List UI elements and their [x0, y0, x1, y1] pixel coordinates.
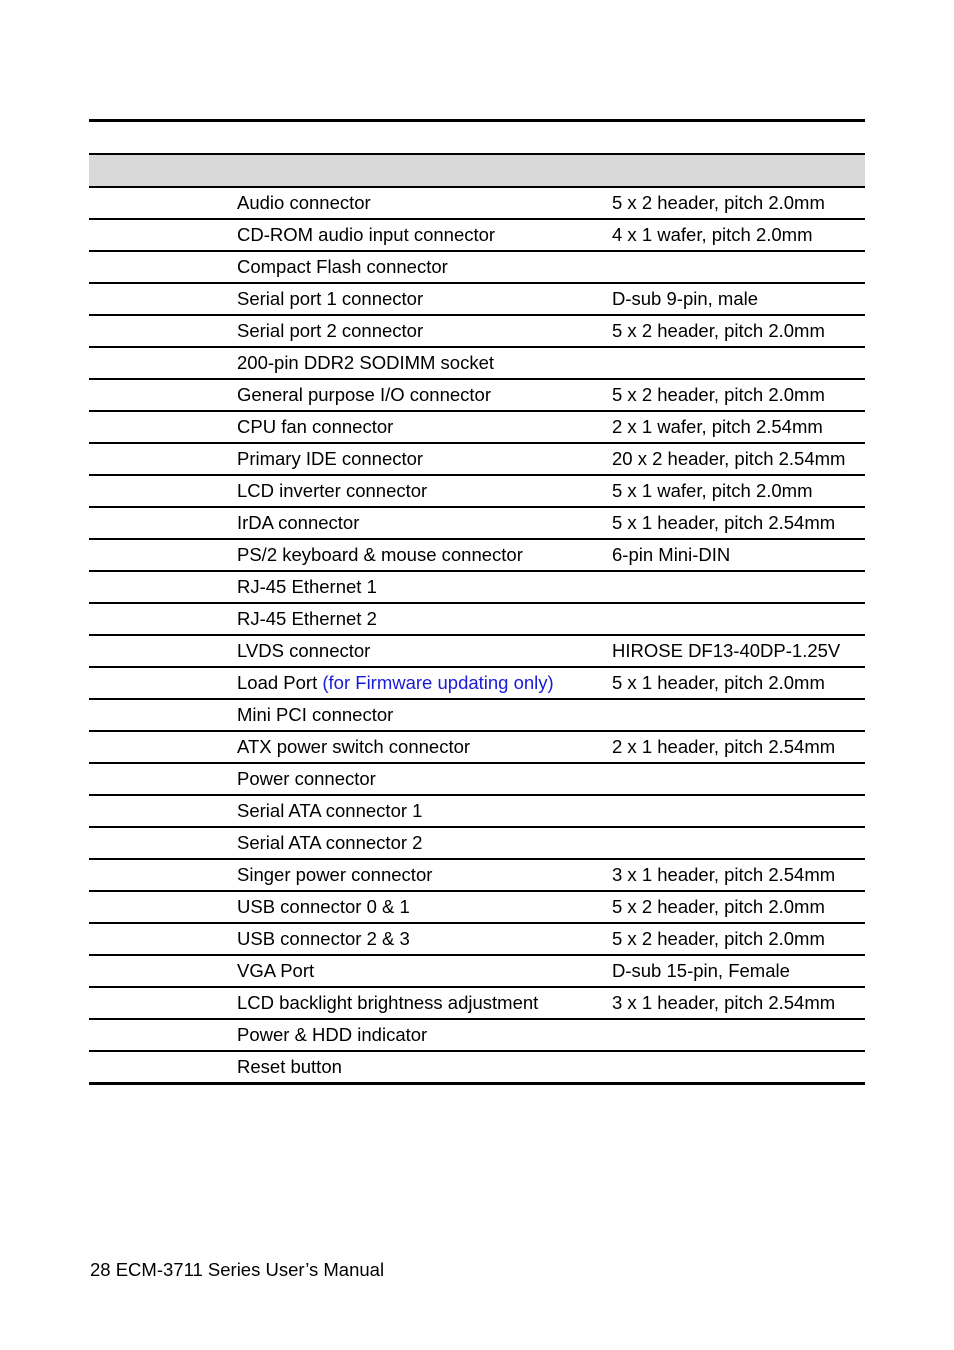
- table-row: [89, 220, 865, 252]
- function-label: Serial port 1 connector: [237, 288, 424, 309]
- function-cell: [237, 732, 470, 762]
- function-label: CD-ROM audio input connector: [237, 224, 496, 245]
- function-label: Load Port: [237, 672, 318, 693]
- function-cell: [237, 476, 427, 506]
- function-cell: [237, 316, 423, 346]
- function-cell: [237, 188, 371, 218]
- function-cell: [237, 284, 423, 314]
- table-row: [89, 540, 865, 572]
- function-label: RJ-45 Ethernet 2: [237, 608, 377, 629]
- table-row: [89, 892, 865, 924]
- table-row: [89, 1052, 865, 1085]
- top-rule: [89, 119, 865, 122]
- table-row: [89, 700, 865, 732]
- function-cell: [237, 252, 448, 282]
- spec-cell: 6-pin Mini-DIN: [612, 544, 731, 565]
- table-row: [89, 636, 865, 668]
- function-cell: [237, 444, 423, 474]
- function-cell: [237, 348, 494, 378]
- table-row: [89, 828, 865, 860]
- function-cell: [237, 764, 376, 794]
- function-cell: [237, 508, 359, 538]
- table-row: [89, 284, 865, 316]
- function-label: Serial port 2 connector: [237, 320, 424, 341]
- function-label: Compact Flash connector: [237, 256, 448, 277]
- function-label: LCD inverter connector: [237, 480, 428, 501]
- spec-cell: 5 x 2 header, pitch 2.0mm: [612, 928, 825, 949]
- function-label: PS/2 keyboard & mouse connector: [237, 544, 523, 565]
- spec-cell: 5 x 2 header, pitch 2.0mm: [612, 896, 825, 917]
- spec-cell: 5 x 2 header, pitch 2.0mm: [612, 320, 825, 341]
- spec-cell: 4 x 1 wafer, pitch 2.0mm: [612, 224, 813, 245]
- function-cell: [237, 668, 554, 698]
- spec-cell: D-sub 15-pin, Female: [612, 960, 790, 981]
- spec-cell: 3 x 1 header, pitch 2.54mm: [612, 992, 836, 1013]
- function-cell: [237, 700, 393, 730]
- spec-cell: 5 x 1 header, pitch 2.54mm: [612, 512, 836, 533]
- function-cell: [237, 828, 422, 858]
- table-row: [89, 348, 865, 380]
- table-row: [89, 188, 865, 220]
- function-label: 200-pin DDR2 SODIMM socket: [237, 352, 495, 373]
- table-row: [89, 508, 865, 540]
- table-row: [89, 988, 865, 1020]
- function-label: Serial ATA connector 1: [237, 800, 423, 821]
- function-cell: [237, 540, 523, 570]
- table-row: [89, 444, 865, 476]
- table-row: [89, 956, 865, 988]
- function-label: IrDA connector: [237, 512, 360, 533]
- spec-cell: 5 x 1 wafer, pitch 2.0mm: [612, 480, 813, 501]
- spec-cell: 5 x 2 header, pitch 2.0mm: [612, 384, 825, 405]
- spec-cell: 2 x 1 wafer, pitch 2.54mm: [612, 416, 823, 437]
- function-label: USB connector 2 & 3: [237, 928, 410, 949]
- spec-cell: 2 x 1 header, pitch 2.54mm: [612, 736, 836, 757]
- table-row: [89, 604, 865, 636]
- function-label: Serial ATA connector 2: [237, 832, 423, 853]
- table-row: [89, 572, 865, 604]
- function-note: (for Firmware updating only): [322, 672, 554, 693]
- table-row: [89, 476, 865, 508]
- function-label: Singer power connector: [237, 864, 433, 885]
- table-row: [89, 380, 865, 412]
- table-row: [89, 860, 865, 892]
- table-row: [89, 316, 865, 348]
- function-cell: [237, 796, 422, 826]
- table-row: [89, 668, 865, 700]
- page-footer: 28 ECM-3711 Series User’s Manual: [90, 1259, 385, 1280]
- function-cell: [237, 636, 370, 666]
- table-row: [89, 732, 865, 764]
- spec-cell: 3 x 1 header, pitch 2.54mm: [612, 864, 836, 885]
- function-cell: [237, 604, 377, 634]
- function-label: Power connector: [237, 768, 376, 789]
- function-cell: [237, 412, 393, 442]
- table-row: [89, 796, 865, 828]
- function-label: Power & HDD indicator: [237, 1024, 428, 1045]
- function-cell: [237, 572, 377, 602]
- function-label: Audio connector: [237, 192, 371, 213]
- spec-cell: 20 x 2 header, pitch 2.54mm: [612, 448, 846, 469]
- function-label: Reset button: [237, 1056, 342, 1077]
- function-cell: [237, 220, 495, 250]
- connector-table: [89, 153, 865, 1085]
- function-label: Primary IDE connector: [237, 448, 424, 469]
- function-cell: [237, 1052, 342, 1082]
- function-label: LCD backlight brightness adjustment: [237, 992, 539, 1013]
- spec-cell: 5 x 2 header, pitch 2.0mm: [612, 192, 825, 213]
- function-cell: [237, 956, 314, 986]
- function-label: General purpose I/O connector: [237, 384, 492, 405]
- function-cell: [237, 924, 410, 954]
- function-label: ATX power switch connector: [237, 736, 471, 757]
- table-body: [89, 188, 865, 1085]
- table-row: [89, 924, 865, 956]
- spec-cell: HIROSE DF13-40DP-1.25V: [612, 640, 841, 661]
- function-label: Mini PCI connector: [237, 704, 394, 725]
- table-row: [89, 412, 865, 444]
- table-header-row: [89, 155, 865, 188]
- function-label: CPU fan connector: [237, 416, 394, 437]
- function-label: RJ-45 Ethernet 1: [237, 576, 377, 597]
- function-cell: [237, 1020, 427, 1050]
- table-row: [89, 764, 865, 796]
- function-label: USB connector 0 & 1: [237, 896, 410, 917]
- function-cell: [237, 860, 432, 890]
- function-cell: [237, 380, 491, 410]
- function-cell: [237, 892, 410, 922]
- table-row: [89, 252, 865, 284]
- function-cell: [237, 988, 538, 1018]
- spec-cell: 5 x 1 header, pitch 2.0mm: [612, 672, 825, 693]
- spec-cell: D-sub 9-pin, male: [612, 288, 759, 309]
- function-label: LVDS connector: [237, 640, 371, 661]
- table-row: [89, 1020, 865, 1052]
- function-label: VGA Port: [237, 960, 315, 981]
